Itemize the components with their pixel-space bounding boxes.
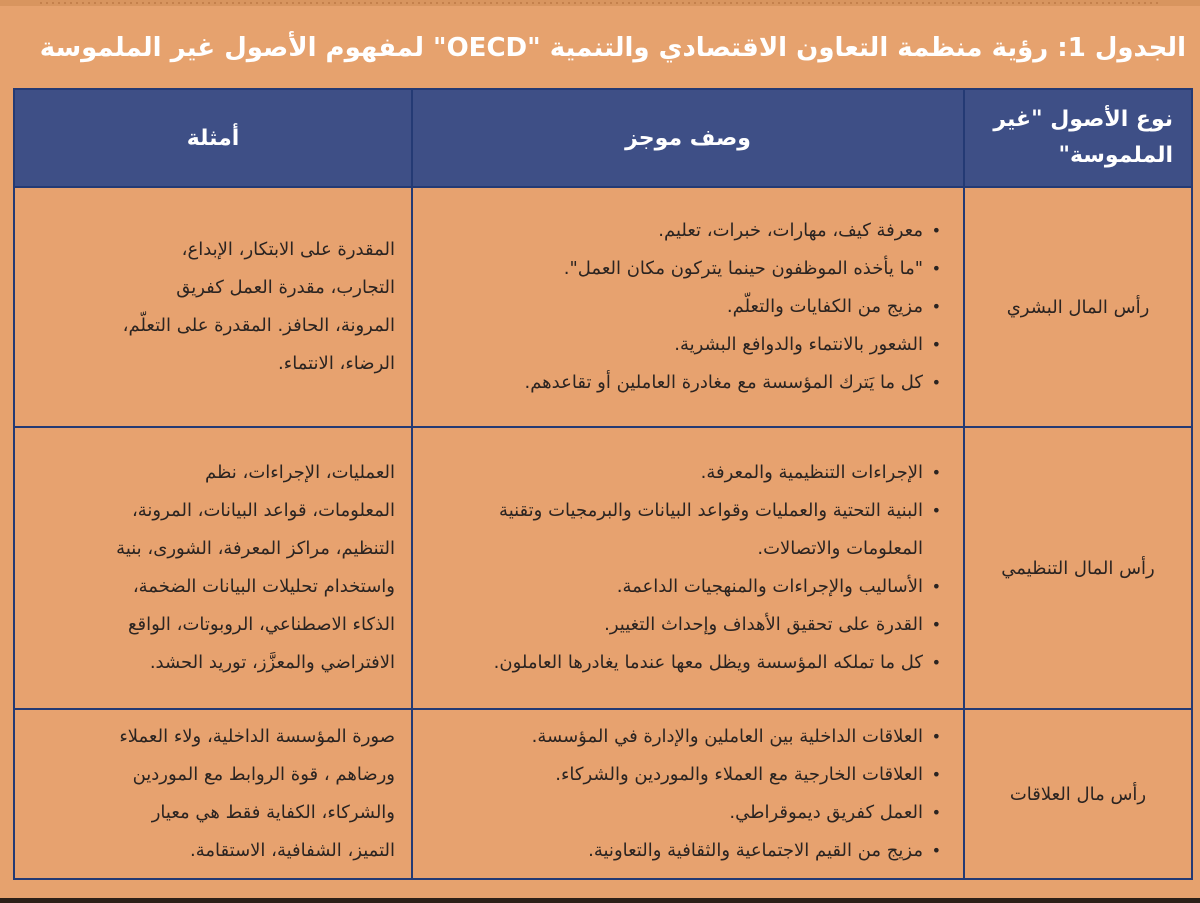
examples-cell <box>14 709 412 879</box>
description-item <box>429 606 943 644</box>
row-type-relational-capital: رأس مال العلاقات <box>964 709 1192 879</box>
bullet-icon: • <box>931 727 941 746</box>
example-line: التنظيم، مراكز المعرفة، الشورى، بنية <box>116 538 395 559</box>
description-cell <box>412 709 964 879</box>
bottom-edge <box>0 898 1200 903</box>
bullet-icon: • <box>931 297 941 316</box>
description-cell <box>412 187 964 427</box>
description-text: العمل كفريق ديموقراطي. <box>729 802 923 823</box>
bullet-icon: • <box>931 841 941 860</box>
bullet-icon: • <box>931 653 941 672</box>
bullet-icon: • <box>931 221 941 240</box>
top-dashed-rule <box>40 2 1160 4</box>
example-line: واستخدام تحليلات البيانات الضخمة، <box>132 576 395 597</box>
bullet-icon: • <box>931 501 941 520</box>
description-item <box>429 794 943 832</box>
description-item <box>429 454 943 492</box>
row-type-human-capital: رأس المال البشري <box>964 187 1192 427</box>
description-text: الشعور بالانتماء والدوافع البشرية. <box>674 334 923 355</box>
description-text: كل ما تملكه المؤسسة ويظل معها عندما يغادرها العاملون. <box>493 652 923 673</box>
table-row <box>14 187 1192 427</box>
description-item <box>429 364 943 402</box>
examples-cell <box>14 427 412 709</box>
bullet-icon: • <box>931 615 941 634</box>
example-line: الرضاء، الانتماء. <box>278 353 395 374</box>
table-title: الجدول 1: رؤية منظمة التعاون الاقتصادي والتنمية "OECD" لمفهوم الأصول غير الملموسة <box>39 33 1186 63</box>
example-line: التجارب، مقدرة العمل كفريق <box>176 277 395 298</box>
table-header-row <box>14 89 1192 187</box>
description-text: "ما يأخذه الموظفون حينما يتركون مكان العمل". <box>563 258 923 279</box>
description-item <box>429 492 943 568</box>
bullet-icon: • <box>931 335 941 354</box>
bullet-icon: • <box>931 577 941 596</box>
bullet-icon: • <box>931 463 941 482</box>
example-line: ورضاهم ، قوة الروابط مع الموردين <box>132 764 395 785</box>
description-text: القدرة على تحقيق الأهداف وإحداث التغيير. <box>604 614 923 635</box>
bullet-icon: • <box>931 259 941 278</box>
description-list <box>413 454 963 682</box>
example-line: والشركاء، الكفاية فقط هي معيار <box>151 802 395 823</box>
header-asset-type-line1: نوع الأصول "غير <box>993 107 1173 132</box>
header-asset-type-line2: الملموسة" <box>1058 143 1173 168</box>
example-line: المرونة، الحافز. المقدرة على التعلّم، <box>122 315 395 336</box>
row-type-organizational-capital: رأس المال التنظيمي <box>964 427 1192 709</box>
description-item <box>429 568 943 606</box>
examples-cell <box>14 187 412 427</box>
description-list <box>413 718 963 870</box>
description-item <box>429 644 943 682</box>
bullet-icon: • <box>931 373 941 392</box>
header-asset-type <box>964 89 1192 187</box>
description-cell <box>412 427 964 709</box>
description-text: العلاقات الداخلية بين العاملين والإدارة في المؤسسة. <box>531 726 923 747</box>
example-line: المعلومات، قواعد البيانات، المرونة، <box>131 500 395 521</box>
example-line: صورة المؤسسة الداخلية، ولاء العملاء <box>119 726 395 747</box>
description-item <box>429 212 943 250</box>
description-text: معرفة كيف، مهارات، خبرات، تعليم. <box>658 220 923 241</box>
description-text: مزيج من الكفايات والتعلّم. <box>726 296 923 317</box>
bullet-icon: • <box>931 765 941 784</box>
description-text: مزيج من القيم الاجتماعية والثقافية والتعاونية. <box>588 840 923 861</box>
header-description: وصف موجز <box>412 89 964 187</box>
example-line: الذكاء الاصطناعي، الروبوتات، الواقع <box>127 614 395 635</box>
description-text: الأساليب والإجراءات والمنهجيات الداعمة. <box>616 576 923 597</box>
example-line: التميز، الشفافية، الاستقامة. <box>190 840 395 861</box>
intangible-assets-table <box>13 88 1193 880</box>
description-item <box>429 718 943 756</box>
table-row <box>14 427 1192 709</box>
bullet-icon: • <box>931 803 941 822</box>
description-item <box>429 756 943 794</box>
description-item <box>429 288 943 326</box>
example-line: المقدرة على الابتكار، الإبداع، <box>181 239 395 260</box>
description-item <box>429 250 943 288</box>
description-item <box>429 326 943 364</box>
table-row <box>14 709 1192 879</box>
description-text: العلاقات الخارجية مع العملاء والموردين والشركاء. <box>555 764 923 785</box>
header-examples: أمثلة <box>14 89 412 187</box>
description-item <box>429 832 943 870</box>
example-line: العمليات، الإجراءات، نظم <box>205 462 395 483</box>
description-text: البنية التحتية والعمليات وقواعد البيانات والبرمجيات وتقنية المعلومات والاتصالات. <box>499 500 923 559</box>
description-list <box>413 212 963 402</box>
example-line: الافتراضي والمعزَّز، توريد الحشد. <box>149 652 395 673</box>
description-text: كل ما يَترك المؤسسة مع مغادرة العاملين أو تقاعدهم. <box>524 372 923 393</box>
description-text: الإجراءات التنظيمية والمعرفة. <box>700 462 923 483</box>
